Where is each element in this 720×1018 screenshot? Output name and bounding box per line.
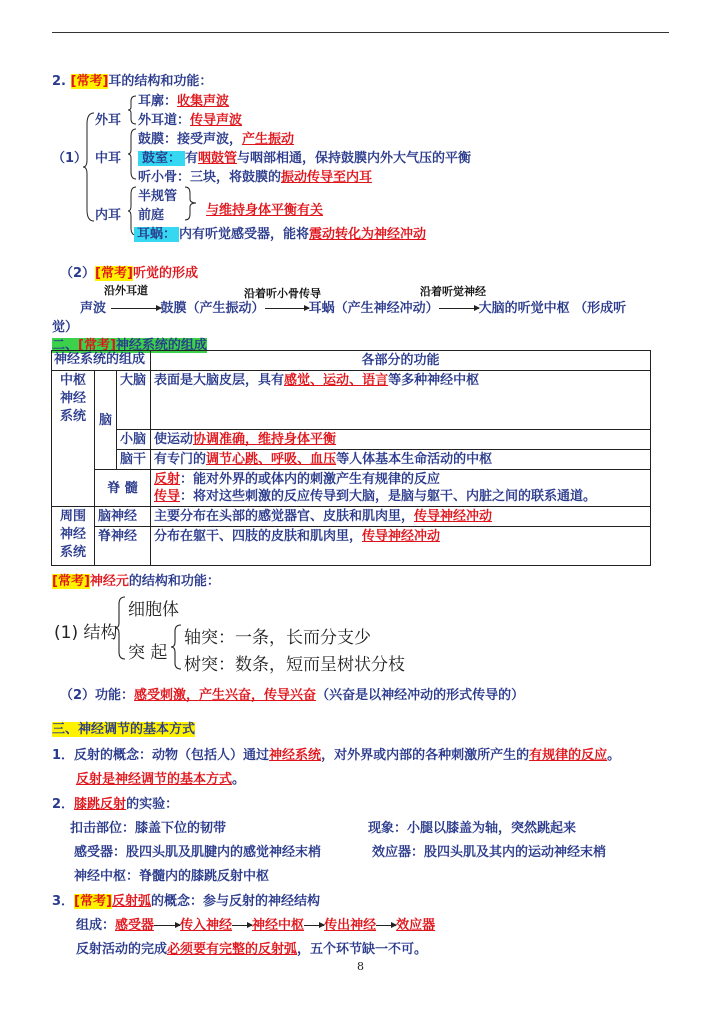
- hearing-chain: [80, 297, 626, 316]
- cerebrum-post: 等多种神经中枢: [388, 373, 480, 388]
- dendrite-text: 树突：数条，短而呈树状分枝: [184, 655, 405, 675]
- cerebellum-sep: ，: [245, 432, 259, 447]
- vestibule-label: 前庭: [138, 208, 165, 223]
- spinal-conduct: 传导: [154, 489, 181, 504]
- knee-jerk-post: 的实验：: [126, 797, 179, 812]
- table-row: [52, 430, 651, 450]
- drum-function: 产生振动: [242, 132, 295, 147]
- ear-heading: [52, 70, 212, 89]
- cochlea-mid: 内有听觉感受器，能将: [179, 227, 310, 242]
- drum-row: [138, 128, 294, 147]
- reflex-arc-title: 反射弧: [111, 894, 151, 909]
- cranial-pre: 主要分布在头部的感觉器官、皮肤和肌肉里，: [154, 509, 415, 524]
- table-header-row: [52, 351, 651, 371]
- cerebrum-pre: 表面是大脑皮层，具有: [154, 373, 285, 388]
- brainstem-heartbeat: 调节心跳: [206, 452, 259, 467]
- balance-function: 与维持身体平衡有关: [206, 203, 324, 218]
- neuron-structure-brace: [114, 596, 126, 660]
- spinalnerve-pre: 分布在躯干、四肢的皮肤和肌肉里，: [154, 529, 363, 544]
- arc-receptor: 感受器: [115, 918, 155, 933]
- cavity-label: 鼓室：: [138, 151, 185, 166]
- cerebrum-label: 大脑: [117, 371, 151, 430]
- neuron-title-post: 的结构和功能：: [128, 574, 220, 589]
- hearing-step-cochlea: 耳蜗（产生神经冲动）: [308, 301, 439, 316]
- cerebellum-balance: 维持身体平衡: [258, 432, 337, 447]
- ear-big-brace: [82, 112, 96, 222]
- cavity-row: [138, 147, 471, 166]
- nervous-heading-tag: [常考]: [78, 338, 116, 353]
- ear-heading-tag: [常考]: [70, 74, 109, 89]
- reflex-complete-post: ，五个环节缺一不可。: [297, 942, 428, 957]
- cell-body-label: 细胞体: [128, 600, 179, 620]
- reflex-basic-way: 基本方式: [180, 772, 233, 787]
- hearing-arrow-3: [439, 308, 479, 309]
- nervous-heading-text: 神经系统的组成: [115, 338, 207, 353]
- neuron-function-label: （2）功能：: [60, 688, 135, 703]
- hearing-step-eardrum: 鼓膜（产生振动）: [160, 301, 265, 316]
- middle-ear-brace: [127, 128, 137, 180]
- table-row: [52, 371, 651, 430]
- auricle-label: 耳廓：: [138, 94, 178, 109]
- hearing-tag: [常考]: [95, 266, 133, 281]
- brainstem-sep-1: 、: [258, 452, 272, 467]
- table-row: [52, 507, 651, 527]
- ear-outer-label: 外耳: [95, 113, 122, 128]
- table-row: [52, 470, 651, 507]
- table-row: [52, 527, 651, 566]
- semicircular-label: 半规管: [138, 189, 178, 204]
- auricle-row: [138, 90, 229, 109]
- canal-function: 传导声波: [190, 113, 243, 128]
- brainstem-pre: 有专门的: [154, 452, 207, 467]
- knee-center: 神经中枢：脊髓内的膝跳反射中枢: [74, 869, 270, 884]
- canal-row: [138, 109, 242, 128]
- reflex-concept-pre: 1．反射的概念：动物（包括人）通过: [52, 748, 270, 763]
- process-brace: [170, 624, 182, 670]
- hearing-title: 听觉的形成: [132, 266, 198, 281]
- regulation-heading: [52, 718, 195, 737]
- cochlea-label: 耳蜗：: [134, 227, 179, 242]
- arc-effector: 效应器: [396, 918, 436, 933]
- ear-middle-label: 中耳: [95, 151, 122, 166]
- hearing-arrow-2: [265, 308, 309, 309]
- neuron-function-note: （兴奋是以神经冲动的形式传导的）: [316, 688, 525, 703]
- reflex-arc-post: 的概念：参与反射的神经结构: [150, 894, 320, 909]
- cranial-nerve-function: [151, 507, 651, 527]
- reflex-concept-end: 。: [607, 748, 621, 763]
- neuron-structure-label: (1) 结构: [54, 623, 118, 643]
- ear-heading-text: 耳的结构和功能：: [108, 74, 213, 89]
- header-rule: [52, 32, 669, 33]
- spinal-reflex-text: ：能对外界的或体内的刺激产生有规律的反应: [180, 472, 441, 487]
- spinal-reflex: 反射: [154, 472, 181, 487]
- hearing-label: （2）: [60, 266, 96, 281]
- nervous-heading-num: 二、: [52, 338, 79, 353]
- arc-arrow-1: [154, 925, 180, 926]
- spinal-nerve-function: [151, 527, 651, 566]
- hearing-heading: [60, 262, 198, 281]
- central-label: 中枢神经系统: [59, 373, 86, 424]
- cerebrum-sense: 感觉: [284, 373, 311, 388]
- knee-jerk-num: 2．: [52, 797, 75, 812]
- page-number: 8: [357, 960, 364, 973]
- cerebrum-language: 语言: [362, 373, 389, 388]
- cavity-pre: 有: [185, 151, 199, 166]
- hearing-step-sound: 声波: [80, 301, 107, 316]
- regulation-heading-text: 三、神经调节的基本方式: [52, 722, 196, 737]
- brainstem-label: 脑干: [117, 450, 151, 470]
- reflex-complete-pre: 反射活动的完成: [76, 942, 168, 957]
- brainstem-breathing: 呼吸: [271, 452, 298, 467]
- neuron-function: 感受刺激，产生兴奋，传导兴奋: [134, 688, 317, 703]
- table-header-function: 各部分的功能: [151, 351, 651, 371]
- cerebrum-sep-1: 、: [310, 373, 324, 388]
- reflex-arc-comp-label: 组成：: [76, 918, 116, 933]
- knee-effector: 效应器：股四头肌及其内的运动神经末梢: [372, 845, 607, 860]
- reflex-complete-line: [76, 938, 427, 957]
- central-nervous-system: [52, 371, 95, 507]
- reflex-basic-end: 。: [232, 772, 246, 787]
- cerebrum-sep-2: 、: [349, 373, 363, 388]
- reflex-basic-pre: 反射是神经调节的: [76, 772, 181, 787]
- spinal-cord-label: 脊 髓: [95, 470, 151, 507]
- brainstem-bloodpressure: 血压: [310, 452, 337, 467]
- cochlea-row: [134, 223, 426, 242]
- hearing-step-cortex: 大脑的听觉中枢 （形成听: [478, 301, 627, 316]
- reflex-arc-heading: [52, 890, 320, 909]
- balance-brace: [184, 186, 198, 222]
- reflex-complete-arc: 必须要有完整的反射弧: [167, 942, 298, 957]
- hearing-arrow-1: [111, 308, 161, 309]
- reflex-nervous-system: 神经系统: [269, 748, 322, 763]
- canal-label: 外耳道：: [138, 113, 191, 128]
- brainstem-post: 等人体基本生命活动的中枢: [336, 452, 493, 467]
- neuron-heading: [52, 570, 220, 589]
- reflex-concept-line: [52, 744, 620, 763]
- knee-jerk-heading: [52, 793, 178, 812]
- cranial-conduct: 传导神经冲动: [414, 509, 493, 524]
- spinal-cord-function: [151, 470, 651, 507]
- auricle-function: 收集声波: [177, 94, 230, 109]
- drum-label: 鼓膜：接受声波，: [138, 132, 243, 147]
- ossicle-row: [138, 166, 372, 185]
- neuron-function-line: [60, 684, 524, 703]
- arc-efferent: 传出神经: [324, 918, 377, 933]
- reflex-regular-response: 有规律的反应: [529, 748, 608, 763]
- arc-center: 神经中枢: [252, 918, 305, 933]
- spinal-conduct-line: [154, 488, 647, 505]
- cranial-nerve-label: 脑神经: [95, 507, 151, 527]
- spinalnerve-conduct: 传导神经冲动: [362, 529, 441, 544]
- process-label: 突 起: [128, 643, 168, 663]
- knee-jerk-title: 膝跳反射: [74, 797, 127, 812]
- reflex-basic-line: [76, 768, 245, 787]
- cochlea-function: 震动转化为神经冲动: [309, 227, 427, 242]
- arc-arrow-4: [376, 925, 396, 926]
- via-ossicles: 沿着听小骨传导: [244, 287, 321, 300]
- knee-phenomenon: 现象：小腿以膝盖为轴，突然跳起来: [368, 821, 577, 836]
- ear-heading-num: 2.: [52, 74, 66, 89]
- neuron-tag: [常考]: [52, 574, 90, 589]
- via-auditory-nerve: 沿着听觉神经: [420, 285, 486, 298]
- spinal-nerve-label: 脊神经: [95, 527, 151, 566]
- cerebellum-coordination: 协调准确: [193, 432, 246, 447]
- cerebrum-motor: 运动: [323, 373, 350, 388]
- arc-arrow-3: [304, 925, 324, 926]
- outer-ear-brace: [127, 95, 137, 125]
- cerebrum-function: [151, 371, 651, 430]
- spinal-reflex-line: [154, 471, 647, 488]
- reflex-arc-components: [76, 914, 435, 933]
- cerebellum-function: [151, 430, 651, 450]
- cerebellum-pre: 使运动: [154, 432, 194, 447]
- table-row: [52, 450, 651, 470]
- arc-arrow-2: [232, 925, 252, 926]
- knee-strike: 扣击部位：膝盖下位的韧带: [70, 821, 227, 836]
- arc-afferent: 传入神经: [180, 918, 233, 933]
- knee-receptor: 感受器：股四头肌及肌腱内的感觉神经末梢: [74, 845, 322, 860]
- ear-part1-label: （1）: [52, 151, 88, 166]
- cavity-post: 与咽部相通，保持鼓膜内外大气压的平衡: [237, 151, 472, 166]
- reflex-arc-num: 3．: [52, 894, 75, 909]
- brain-label: 脑: [95, 371, 117, 470]
- reflex-arc-tag: [常考]: [74, 894, 112, 909]
- table-header-composition: 神经系统的组成: [52, 351, 151, 371]
- peripheral-nervous-system: [52, 507, 95, 566]
- spinal-conduct-text: ：将对这些刺激的反应传导到大脑，是脑与躯干、内脏之间的联系通道。: [180, 489, 597, 504]
- ossicle-function: 振动传导至内耳: [281, 170, 373, 185]
- nervous-table: [51, 350, 651, 566]
- hearing-chain-wrap: 觉）: [52, 320, 79, 335]
- brainstem-function: [151, 450, 651, 470]
- neuron-title: 神经元: [89, 574, 129, 589]
- ear-inner-label: 内耳: [95, 208, 122, 223]
- via-outer-canal: 沿外耳道: [104, 284, 148, 297]
- axon-text: 轴突：一条，长而分支少: [184, 628, 371, 648]
- reflex-concept-mid: ，对外界或内部的各种刺激所产生的: [321, 748, 530, 763]
- peripheral-label: 周围神经系统: [59, 509, 86, 560]
- brainstem-sep-2: 、: [297, 452, 311, 467]
- ossicle-label: 听小骨：三块，将鼓膜的: [138, 170, 282, 185]
- cerebellum-label: 小脑: [117, 430, 151, 450]
- cavity-eustachian: 咽鼓管: [198, 151, 238, 166]
